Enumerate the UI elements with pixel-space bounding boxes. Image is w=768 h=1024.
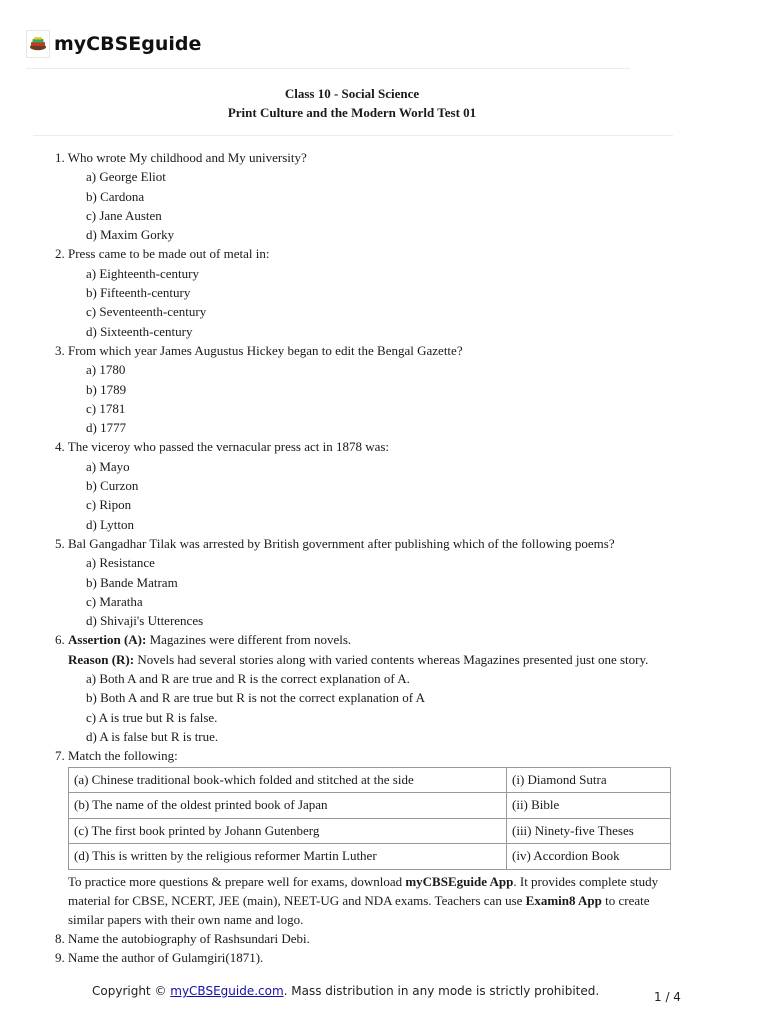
question-option: c) Maratha (86, 593, 143, 609)
q6-option: b) Both A and R are true but R is not the correct explanation of A (86, 690, 426, 706)
table-row (69, 818, 671, 844)
q6-option: c) A is true but R is false. (86, 709, 218, 725)
promo-note: To practice more questions & prepare well for exams, download myCBSEguide App. It provides complete study material for CBSE, NCERT, JEE (main), NEET-UG and NDA exams. Teachers can use Examin8 App to create similar papers with their own name and logo. (68, 873, 659, 927)
table-row (69, 793, 671, 819)
assertion-label: Assertion (A): (68, 632, 147, 648)
question-option: d) Sixteenth-century (86, 323, 193, 339)
title-divider (33, 135, 673, 136)
question-4: 4. The viceroy who passed the vernacular press act in 1878 was: (55, 439, 390, 455)
question-option: b) Cardona (86, 188, 145, 204)
question-option: a) George Eliot (86, 169, 166, 185)
question-option: a) Eighteenth-century (86, 265, 199, 281)
question-3: 3. From which year James Augustus Hickey began to edit the Bengal Gazette? (55, 342, 463, 358)
question-6-reason (55, 650, 675, 669)
assertion-text: Magazines were different from novels. (149, 632, 352, 648)
title-line-class: Class 10 - Social Science (284, 86, 420, 101)
question-6-assertion: 6. Assertion (A): Magazines were different from novels. (55, 632, 352, 648)
question-option: d) Maxim Gorky (86, 227, 175, 243)
question-1: 1. Who wrote My childhood and My university? (55, 150, 307, 165)
match-left-cell: (a) Chinese traditional book-which folded and stitched at the side (69, 767, 507, 793)
match-left-cell: (d) This is written by the religious reformer Martin Luther (69, 844, 507, 870)
question-option: c) 1781 (86, 400, 126, 416)
header-divider (26, 68, 630, 69)
question-5: 5. Bal Gangadhar Tilak was arrested by British government after publishing which of the following poems? (55, 535, 615, 551)
mcq-questions (55, 148, 675, 630)
q6-option: d) A is false but R is true. (86, 728, 219, 744)
question-8: 8. Name the autobiography of Rashsundari Debi. (55, 930, 310, 946)
question-list (55, 148, 675, 967)
match-right-cell: (ii) Bible (507, 793, 671, 819)
question-option: b) Curzon (86, 478, 139, 494)
match-right-cell: (i) Diamond Sutra (507, 767, 671, 793)
question-option: d) Lytton (86, 516, 135, 532)
question-option: c) Jane Austen (86, 207, 162, 223)
mycbseguide-logo-icon (26, 30, 50, 58)
question-option: d) Shivaji's Utterences (86, 613, 204, 629)
match-left-cell: (b) The name of the oldest printed book of Japan (69, 793, 507, 819)
question-option: a) 1780 (86, 362, 126, 378)
reason-label: Reason (R): (68, 651, 135, 667)
match-table (68, 767, 671, 870)
table-row (69, 844, 671, 870)
page-number: 1 / 4 (654, 990, 681, 1004)
question-option: c) Ripon (86, 497, 132, 513)
question-option: d) 1777 (86, 420, 127, 436)
table-row (69, 767, 671, 793)
brand-header (26, 30, 201, 58)
question-option: a) Resistance (86, 555, 155, 571)
reason-text: Novels had several stories along with varied contents whereas Magazines presented just one story. (137, 651, 649, 667)
copyright-footer: Copyright © myCBSEguide.com. Mass distribution in any mode is strictly prohibited. (92, 984, 600, 998)
question-2: 2. Press came to be made out of metal in: (55, 246, 270, 262)
question-option: b) 1789 (86, 381, 127, 397)
q6-option: a) Both A and R are true and R is the correct explanation of A. (86, 671, 410, 687)
page-title (0, 84, 704, 122)
brand-name: myCBSEguide (54, 33, 202, 55)
mycbseguide-app-label: myCBSEguide App (405, 873, 514, 889)
question-option: a) Mayo (86, 458, 130, 474)
examin8-app-label: Examin8 App (525, 892, 602, 908)
question-option: b) Bande Matram (86, 574, 178, 590)
match-right-cell: (iv) Accordion Book (507, 844, 671, 870)
question-9: 9. Name the author of Gulamgiri(1871). (55, 949, 264, 965)
match-right-cell: (iii) Ninety-five Theses (507, 818, 671, 844)
mycbseguide-link[interactable]: myCBSEguide.com (170, 984, 284, 998)
question-option: b) Fifteenth-century (86, 285, 191, 301)
match-left-cell: (c) The first book printed by Johann Gutenberg (69, 818, 507, 844)
question-option: c) Seventeenth-century (86, 304, 207, 320)
title-line-test: Print Culture and the Modern World Test 01 (227, 105, 477, 120)
question-7: 7. Match the following: (55, 748, 178, 764)
